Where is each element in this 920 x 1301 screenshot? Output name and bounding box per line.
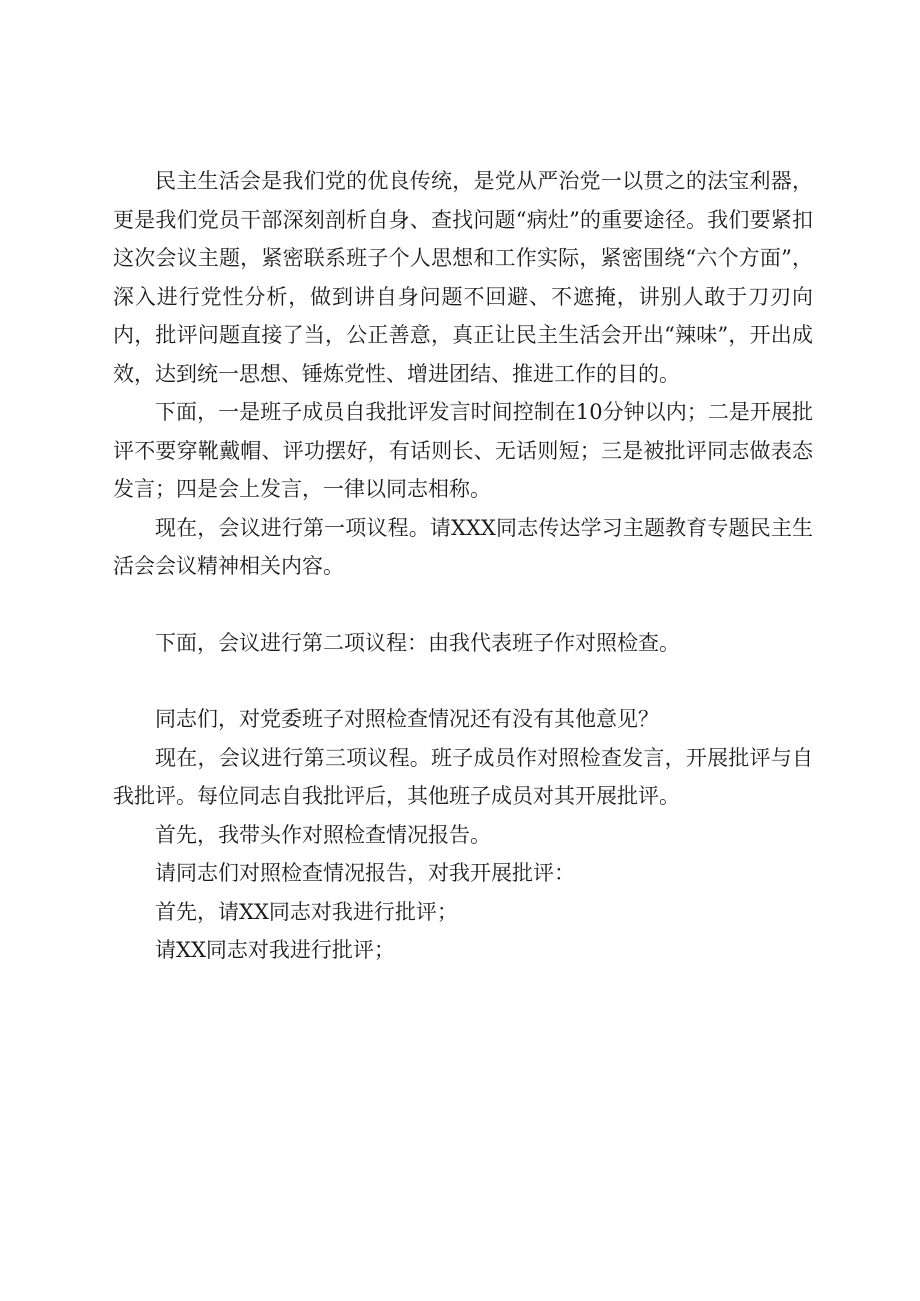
paragraph-rules: 下面，一是班子成员自我批评发言时间控制在10分钟以内；二是开展批评不要穿靴戴帽、评功摆好，有话则长、无话则短；三是被批评同志做表态发言；四是会上发言，一律以同志相称。 [113, 400, 813, 501]
paragraph-first-critic: 首先，请XX同志对我进行批评； [155, 899, 458, 924]
paragraph-agenda-three: 现在，会议进行第三项议程。班子成员作对照检查发言，开展批评与自我批评。每位同志自我批评后，其他班子成员对其开展批评。 [113, 745, 813, 808]
paragraph-agenda-one: 现在，会议进行第一项议程。请XXX同志传达学习主题教育专题民主生活会会议精神相关内容。 [113, 515, 813, 578]
document-body [113, 162, 813, 970]
paragraph-opening: 民主生活会是我们党的优良传统，是党从严治党一以贯之的法宝利器，更是我们党员干部深刻剖析自身、查找问题“病灶”的重要途径。我们要紧扣这次会议主题，紧密联系班子个人思想和工作实际，紧密围绕“六个方面”，深入进行党性分析，做到讲自身问题不回避、不遮掩，讲别人敢于刀刃向内，批评问题直接了当，公正善意，真正让民主生活会开出“辣味”，开出成效，达到统一思想、锤炼党性、增进团结、推进工作的目的。 [113, 169, 813, 386]
paragraph-next-critic: 请XX同志对我进行批评； [155, 938, 395, 962]
paragraph-agenda-two: 下面，会议进行第二项议程：由我代表班子作对照检查。 [155, 630, 680, 655]
paragraph-other-opinions: 同志们，对党委班子对照检查情况还有没有其他意见？ [155, 707, 659, 731]
paragraph-invite-criticism: 请同志们对照检查情况报告，对我开展批评： [155, 861, 575, 885]
paragraph-self-report: 首先，我带头作对照检查情况报告。 [155, 822, 491, 847]
